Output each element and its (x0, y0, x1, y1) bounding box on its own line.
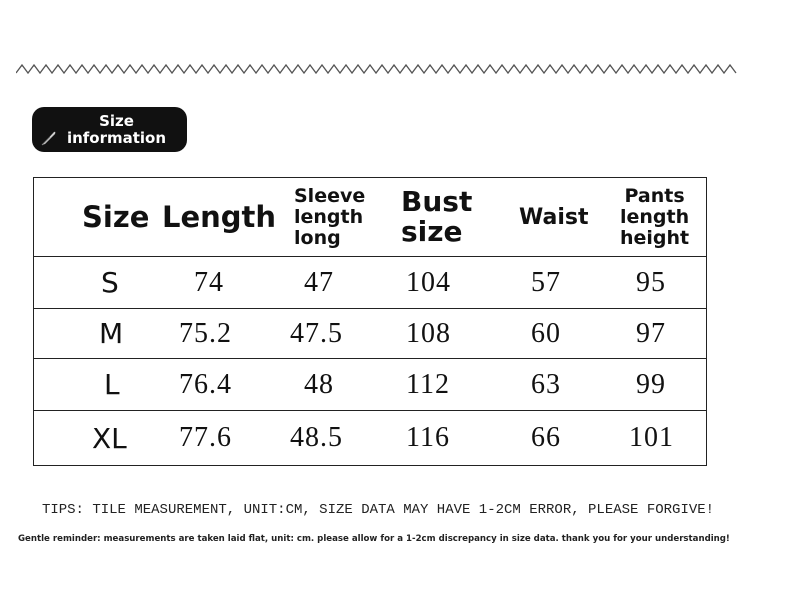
table-row (34, 256, 706, 308)
length-cell: 74 (194, 266, 224, 298)
zigzag-divider (16, 62, 738, 76)
header-size: Size (82, 200, 150, 234)
waist-cell: 66 (531, 422, 561, 453)
table-row (34, 410, 706, 465)
pants-cell: 101 (629, 422, 674, 453)
header-waist: Waist (519, 204, 589, 230)
header-pants (620, 178, 689, 256)
header-length: Length (162, 200, 277, 234)
size-cell: S (101, 266, 119, 299)
badge-line-1: Size (99, 111, 134, 130)
sleeve-cell: 47.5 (290, 317, 343, 349)
waist-cell: 57 (531, 266, 561, 298)
size-cell: XL (92, 421, 127, 455)
header-sleeve-line-2: length (294, 205, 364, 228)
bust-cell: 108 (406, 317, 451, 349)
size-cell: M (99, 317, 124, 350)
header-bust-line-2: size (401, 215, 463, 248)
header-sleeve-line-3: long (294, 226, 341, 249)
length-cell: 75.2 (179, 317, 232, 349)
sleeve-cell: 48 (304, 368, 334, 400)
pants-cell: 97 (636, 317, 666, 349)
header-bust (401, 178, 472, 256)
bust-cell: 112 (406, 368, 450, 400)
waist-cell: 60 (531, 317, 561, 349)
bust-cell: 116 (406, 422, 450, 453)
table-row (34, 308, 706, 358)
table-header-row (34, 178, 706, 256)
header-bust-line-1: Bust (401, 185, 473, 218)
header-pants-line-1: Pants (624, 184, 685, 207)
size-table (33, 177, 707, 466)
header-sleeve-line-1: Sleeve (294, 184, 366, 207)
header-pants-line-3: height (620, 226, 690, 249)
waist-cell: 63 (531, 368, 561, 400)
pants-cell: 99 (636, 368, 666, 400)
size-cell: L (104, 368, 120, 401)
bust-cell: 104 (406, 266, 451, 298)
badge-line-2: information (66, 128, 167, 147)
length-cell: 77.6 (179, 422, 232, 453)
sleeve-cell: 48.5 (290, 422, 343, 453)
size-information-badge (32, 107, 187, 152)
header-sleeve (294, 178, 365, 256)
length-cell: 76.4 (179, 368, 232, 400)
tips-text: TIPS: TILE MEASUREMENT, UNIT:CM, SIZE DATA MAY HAVE 1-2CM ERROR, PLEASE FORGIVE! (41, 502, 715, 518)
header-pants-line-2: length (620, 205, 690, 228)
pants-cell: 95 (636, 266, 666, 298)
sleeve-cell: 47 (304, 266, 334, 298)
gentle-reminder-text: Gentle reminder: measurements are taken laid flat, unit: cm. please allow for a 1-2cm discrepancy in size data. thank you for your understanding! (18, 534, 730, 544)
feather-icon (40, 129, 58, 147)
table-row (34, 358, 706, 410)
